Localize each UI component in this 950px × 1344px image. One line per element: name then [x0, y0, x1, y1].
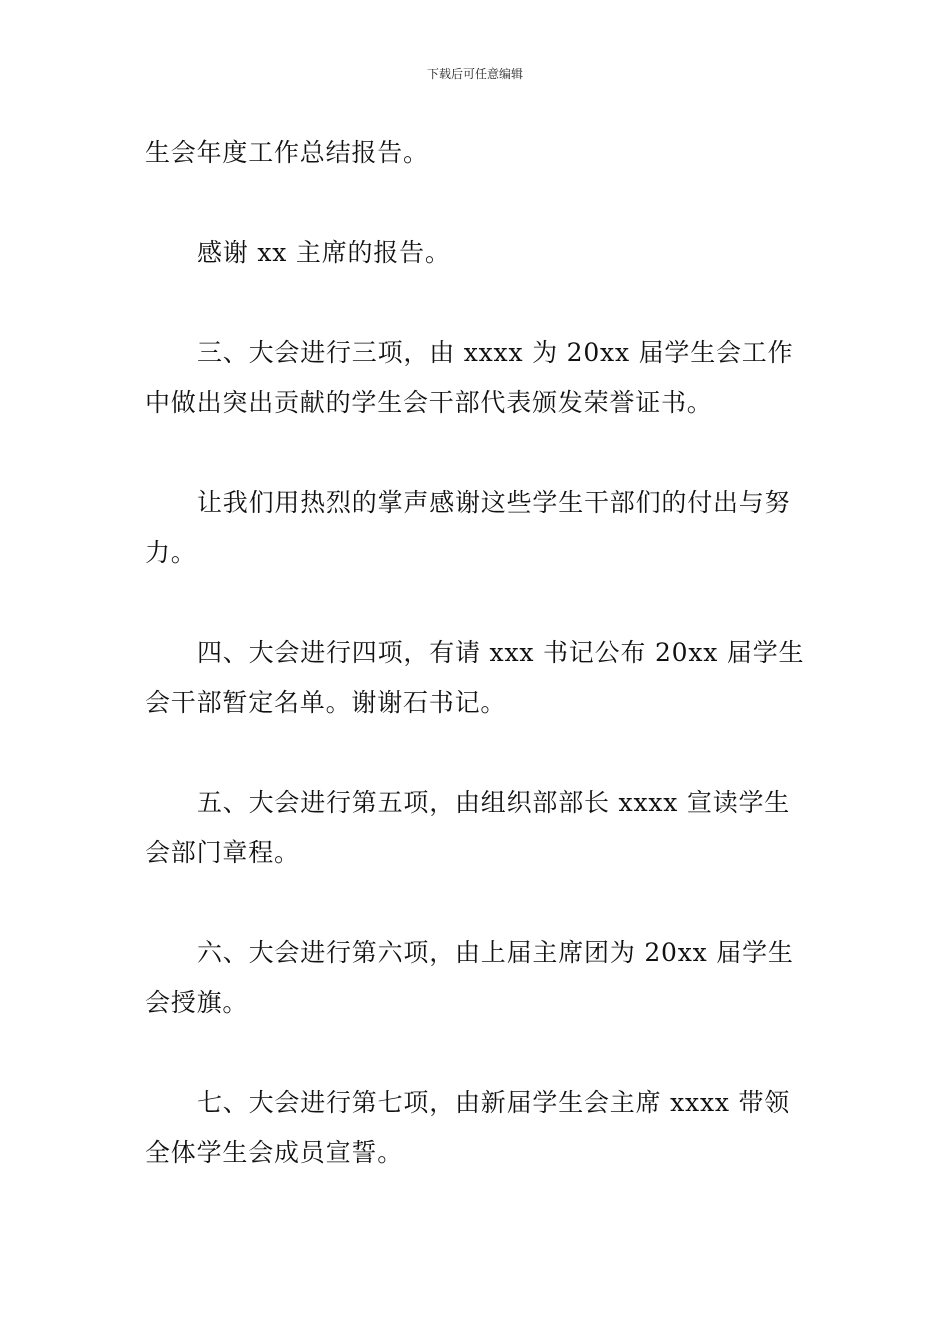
paragraph-item-six: 六、大会进行第六项，由上届主席团为 20xx 届学生会授旗。	[145, 938, 794, 1017]
page-header: 下载后可任意编辑	[426, 67, 523, 81]
paragraph-item-three: 三、大会进行三项，由 xxxx 为 20xx 届学生会工作中做出突出贡献的学生会干部代表颁发荣誉证书。	[145, 338, 794, 417]
paragraph-thanks-chairman: 感谢 xx 主席的报告。	[197, 238, 451, 267]
paragraph-item-five: 五、大会进行第五项，由组织部部长 xxxx 宣读学生会部门章程。	[145, 788, 791, 867]
paragraph-applause: 让我们用热烈的掌声感谢这些学生干部们的付出与努力。	[145, 488, 791, 567]
document-body	[145, 128, 810, 1178]
paragraph-continuation: 生会年度工作总结报告。	[145, 138, 429, 167]
paragraph-item-four: 四、大会进行四项，有请 xxx 书记公布 20xx 届学生会干部暂定名单。谢谢石书记。	[145, 638, 805, 717]
paragraph-item-seven: 七、大会进行第七项，由新届学生会主席 xxxx 带领全体学生会成员宣誓。	[145, 1088, 791, 1167]
